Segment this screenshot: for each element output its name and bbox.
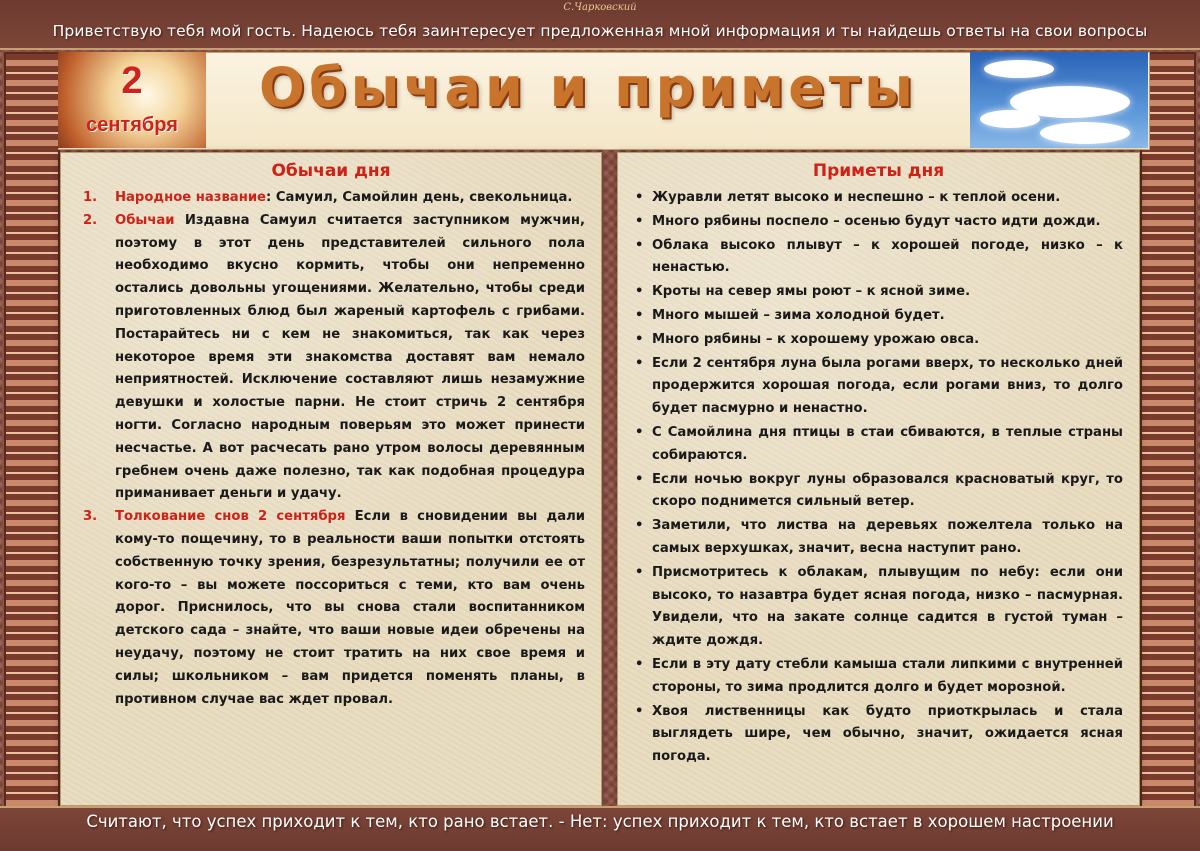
date-badge <box>58 52 206 148</box>
greeting-text: Приветствую тебя мой гость. Надеюсь тебя заинтересует предложенная мной информация и ты найдешь ответы на свои вопросы <box>52 22 1148 40</box>
customs-panel <box>60 152 602 806</box>
custom-item-text: : Самуил, Самойлин день, свекольница. <box>266 190 573 205</box>
left-ornament-border <box>4 52 60 808</box>
omen-item: • Если 2 сентября луна была рогами вверх, то несколько дней продержится хорошая погода, если рогами вниз, то долго будет пасмурно и ненастно. <box>632 353 1123 421</box>
omen-item: • С Самойлина дня птицы в стаи сбиваются, в теплые страны собираются. <box>632 422 1123 468</box>
custom-item-number: 2. <box>83 212 98 228</box>
cloud-shape <box>984 60 1054 78</box>
custom-item-text: Издавна Самуил считается заступником мужчин, поэтому в этот день представителей сильного пола необходимо вкусно кормить, чтобы они непременно остались довольны угощениями. Желательно, чтобы среди приготовленных блюд был жареный картофель с грибами. Постарайтесь ни с кем не знакомиться, так как через некоторое время эти знакомства доставят вам немало неприятностей. Исключение составляют лишь незамужние девушки и холостые парни. Не стоит стричь 2 сентября ногти. Согласно народным поверьям это может принести несчастье. А вот расчесать рано утром волосы деревянным гребнем очень даже полезно, так как подобная процедура приманивает деньги и удачу. <box>115 212 585 502</box>
page-title: Обычаи и приметы <box>259 56 917 119</box>
omen-item: • Если в эту дату стебли камыша стали липкими с внутренней стороны, то зима продлится долго и будет морозной. <box>632 654 1123 700</box>
custom-item-text: Если в сновидении вы дали кому-то пощечину, то в реальности ваши попытки отстоять собственную точку зрения, безрезультатны; получили ее от кого-то – вы можете поссориться с теми, кто вам очень дорог. Приснилось, что вы снова стали воспитанником детского сада – знайте, что ваши новые идеи обречены на неудачу, поэтому не стоит тратить на них свое время и силы; школьником – вам придется поменять планы, в противном случае вас ждет провал. <box>115 509 585 707</box>
custom-item <box>83 506 585 711</box>
custom-item-label: Толкование снов 2 сентября <box>115 509 346 525</box>
cloud-shape <box>980 110 1040 128</box>
omens-list <box>632 187 1123 770</box>
right-ornament-border <box>1140 52 1196 808</box>
footer-quote: Считают, что успех приходит к тем, кто рано встает. - Нет: успех приходит к тем, кто встает в хорошем настроении <box>86 812 1114 831</box>
omen-item: • Присмотритесь к облакам, плывущим по небу: если они высоко, то назавтра будет ясная погода, низко – пасмурная. Увидели, что на закате солнце садится в густой туман – ждите дождя. <box>632 562 1123 653</box>
omen-item: • Заметили, что листва на деревьях пожелтела только на самых верхушках, значит, весна наступит рано. <box>632 515 1123 561</box>
cloud-shape <box>1040 122 1130 144</box>
omens-title: Приметы дня <box>812 161 945 181</box>
custom-item <box>83 187 585 210</box>
date-day: 2 <box>121 60 143 102</box>
omens-panel <box>617 152 1140 806</box>
custom-item-number: 3. <box>83 509 98 525</box>
omen-item: • Хвоя лиственницы как будто приоткрылась и стала выглядеть шире, чем обычно, значит, ожидается ясная погода. <box>632 701 1123 769</box>
omen-item: • Если ночью вокруг луны образовался красноватый круг, то скоро поднимется сильный ветер. <box>632 469 1123 515</box>
omen-item: • Облака высоко плывут – к хорошей погоде, низко – к ненастью. <box>632 235 1123 281</box>
date-month: сентября <box>86 114 178 136</box>
sky-clouds-image <box>970 52 1148 148</box>
omen-item: • Много рябины поспело – осенью будут часто идти дожди. <box>632 211 1123 234</box>
custom-item-label: Народное название <box>115 190 267 205</box>
custom-item-number: 1. <box>83 190 98 205</box>
omen-item: • Кроты на север ямы роют – к ясной зиме. <box>632 281 1123 304</box>
custom-item-label: Обычаи <box>115 212 175 228</box>
omen-item: • Много мышей – зима холодной будет. <box>632 305 1123 328</box>
omen-item: • Журавли летят высоко и неспешно – к теплой осени. <box>632 187 1123 210</box>
custom-item <box>83 210 585 506</box>
customs-list <box>83 187 585 711</box>
omen-item: • Много рябины – к хорошему урожаю овса. <box>632 329 1123 352</box>
author-signature: С.Чарковский <box>563 2 637 13</box>
customs-title: Обычаи дня <box>271 161 391 181</box>
